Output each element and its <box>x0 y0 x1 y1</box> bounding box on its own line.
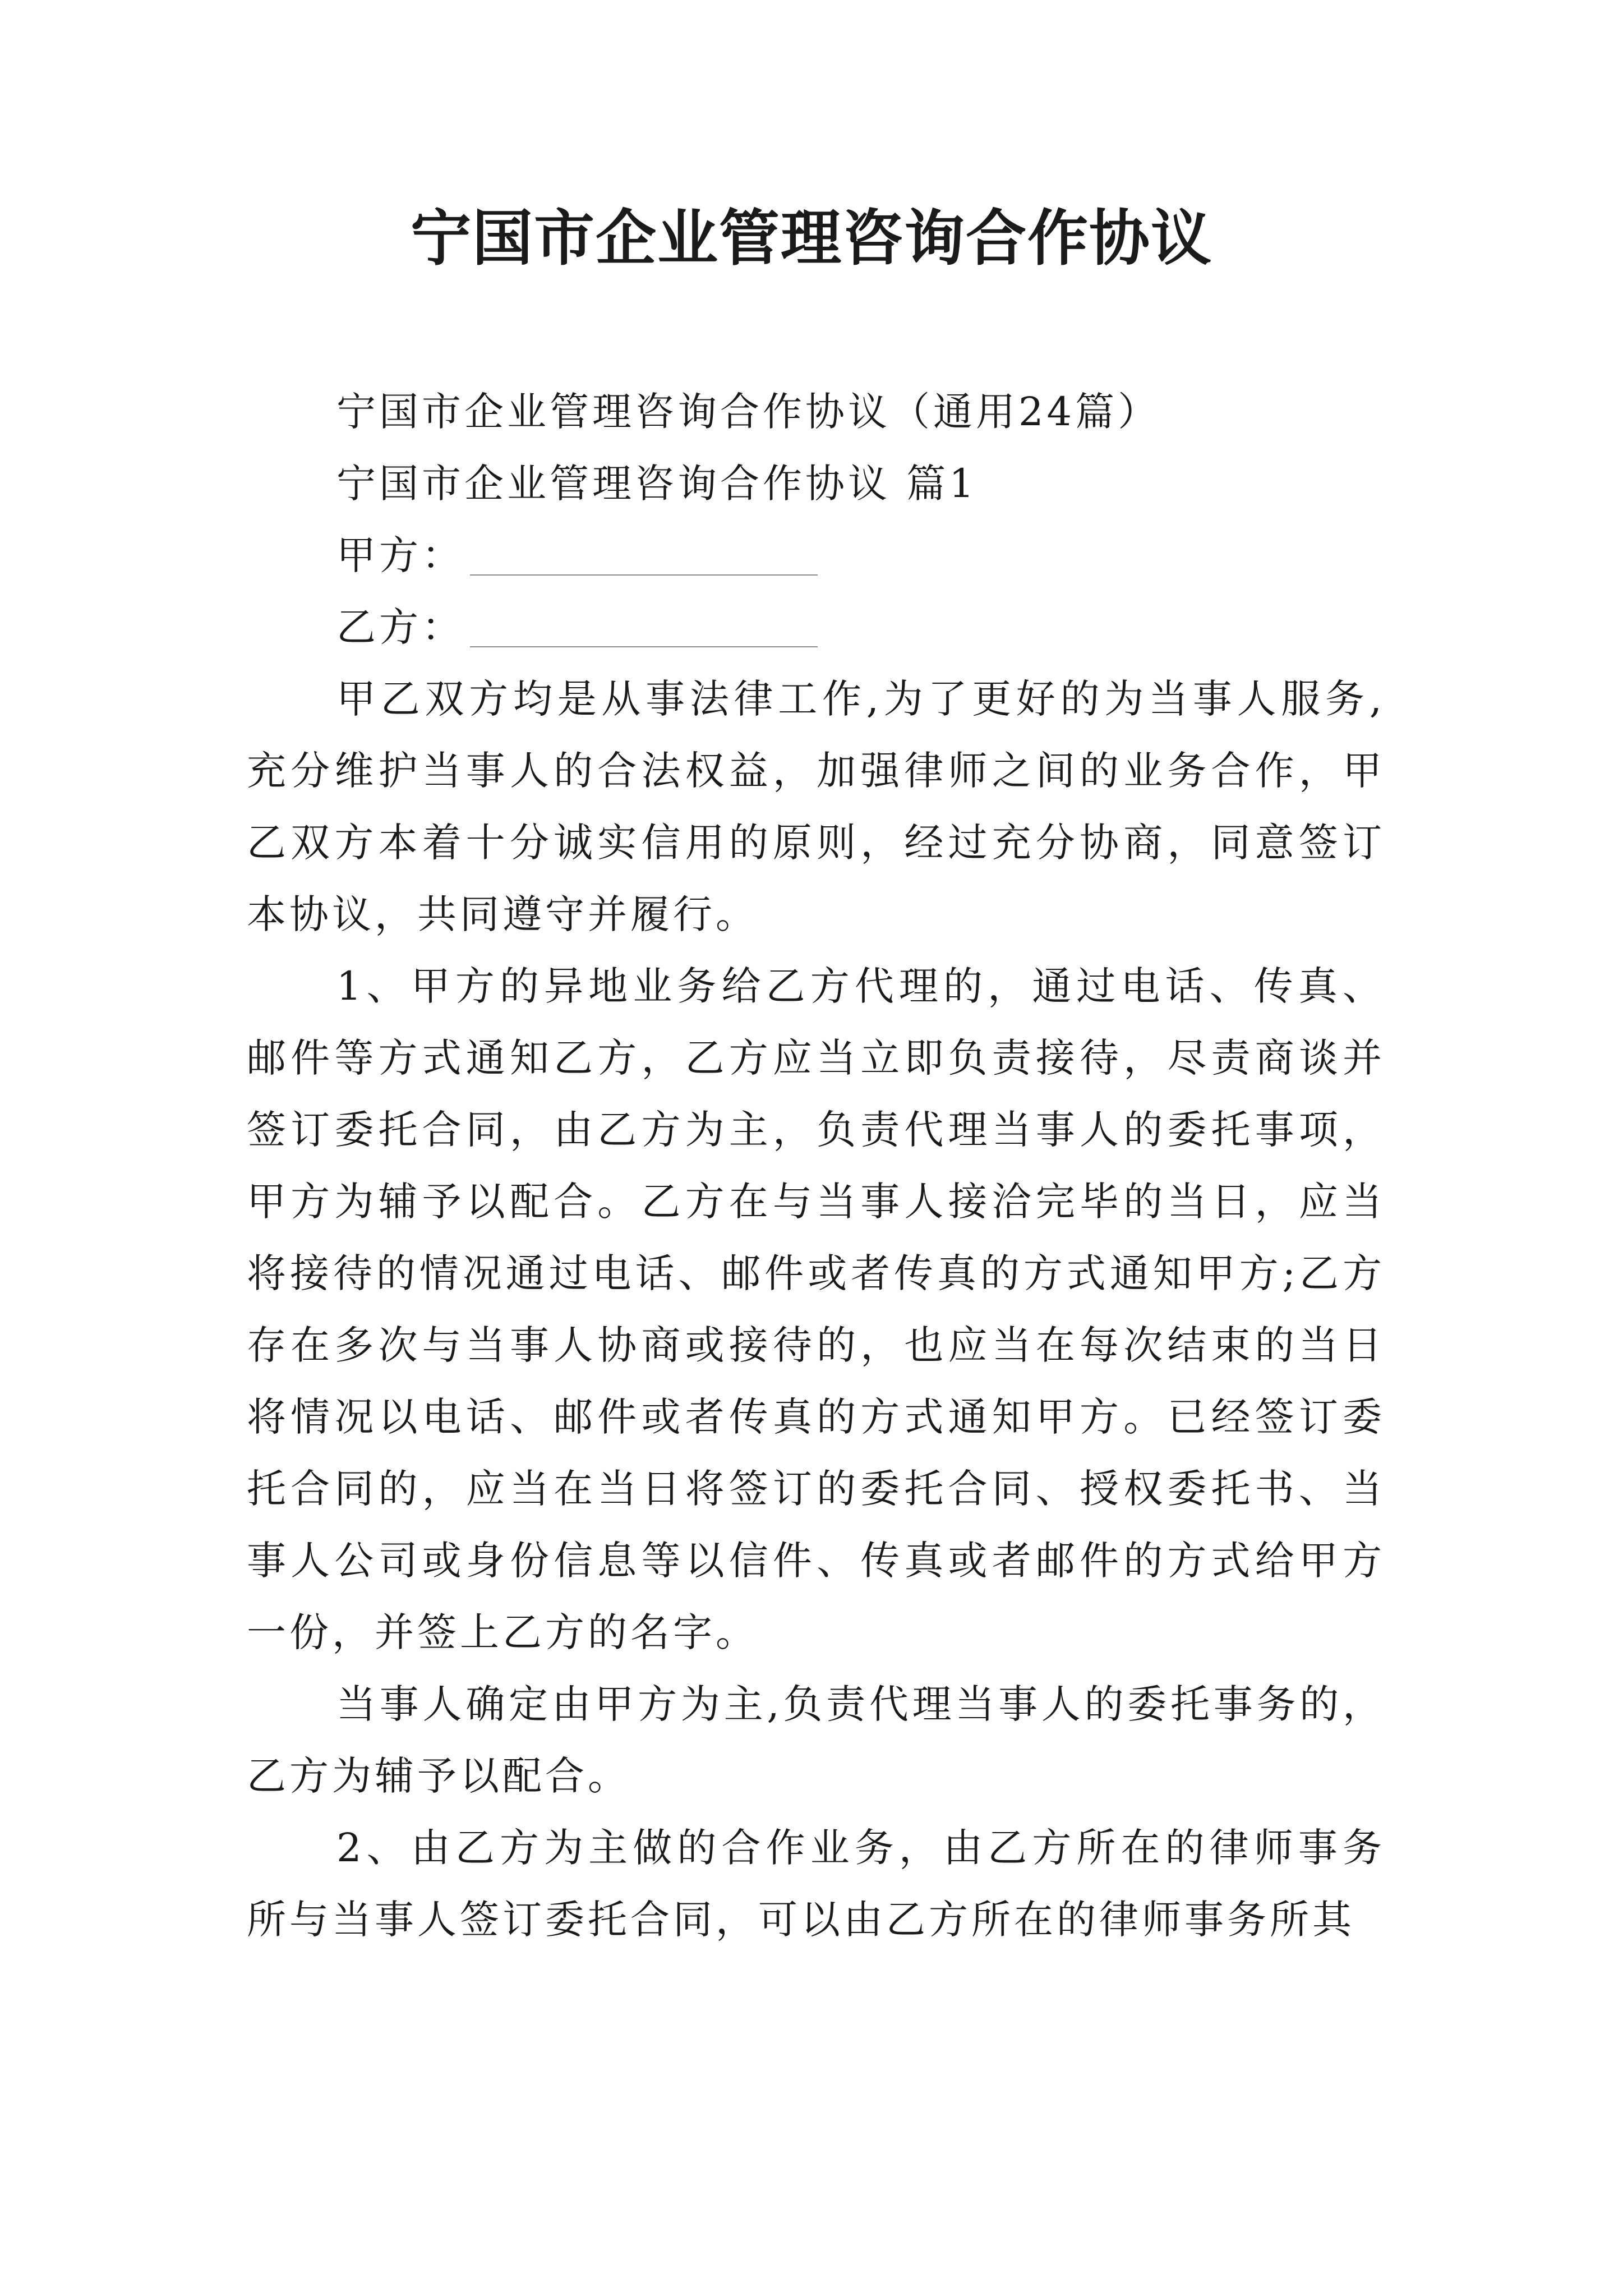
party-b-field <box>247 591 1385 663</box>
party-b-blank-line <box>470 618 818 647</box>
document-title: 宁国市企业管理咨询合作协议 <box>410 203 1212 274</box>
paragraph-intro: 甲乙双方均是从事法律工作,为了更好的为当事人服务,充分维护当事人的合法权益，加强律师之间的业务合作，甲乙双方本着十分诚实信用的原则，经过充分协商，同意签订本协议，共同遵守并履行。 <box>247 676 1385 937</box>
party-a-label: 甲方： <box>336 532 464 578</box>
party-b-label: 乙方： <box>336 604 464 650</box>
document-subtitle: 宁国市企业管理咨询合作协议（通用24篇） <box>336 389 1161 435</box>
document-body <box>247 376 1385 1955</box>
paragraph-clause-1: 1、甲方的异地业务给乙方代理的，通过电话、传真、邮件等方式通知乙方，乙方应当立即负责接待，尽责商谈并签订委托合同，由乙方为主，负责代理当事人的委托事项，甲方为辅予以配合。乙方在与当事人接洽完毕的当日，应当将接待的情况通过电话、邮件或者传真的方式通知甲方;乙方存在多次与当事人协商或接待的，也应当在每次结束的当日将情况以电话、邮件或者传真的方式通知甲方。已经签订委托合同的，应当在当日将签订的委托合同、授权委托书、当事人公司或身份信息等以信件、传真或者邮件的方式给甲方一份，并签上乙方的名字。 <box>247 963 1385 1655</box>
paragraph-clause-2: 2、由乙方为主做的合作业务，由乙方所在的律师事务所与当事人签订委托合同，可以由乙方所在的律师事务所其 <box>247 1825 1385 1943</box>
party-a-field <box>247 519 1385 591</box>
paragraph-clause-1-note: 当事人确定由甲方为主,负责代理当事人的委托事务的，乙方为辅予以配合。 <box>247 1681 1385 1799</box>
section-heading: 宁国市企业管理咨询合作协议 篇1 <box>336 461 978 507</box>
party-a-blank-line <box>470 546 818 576</box>
